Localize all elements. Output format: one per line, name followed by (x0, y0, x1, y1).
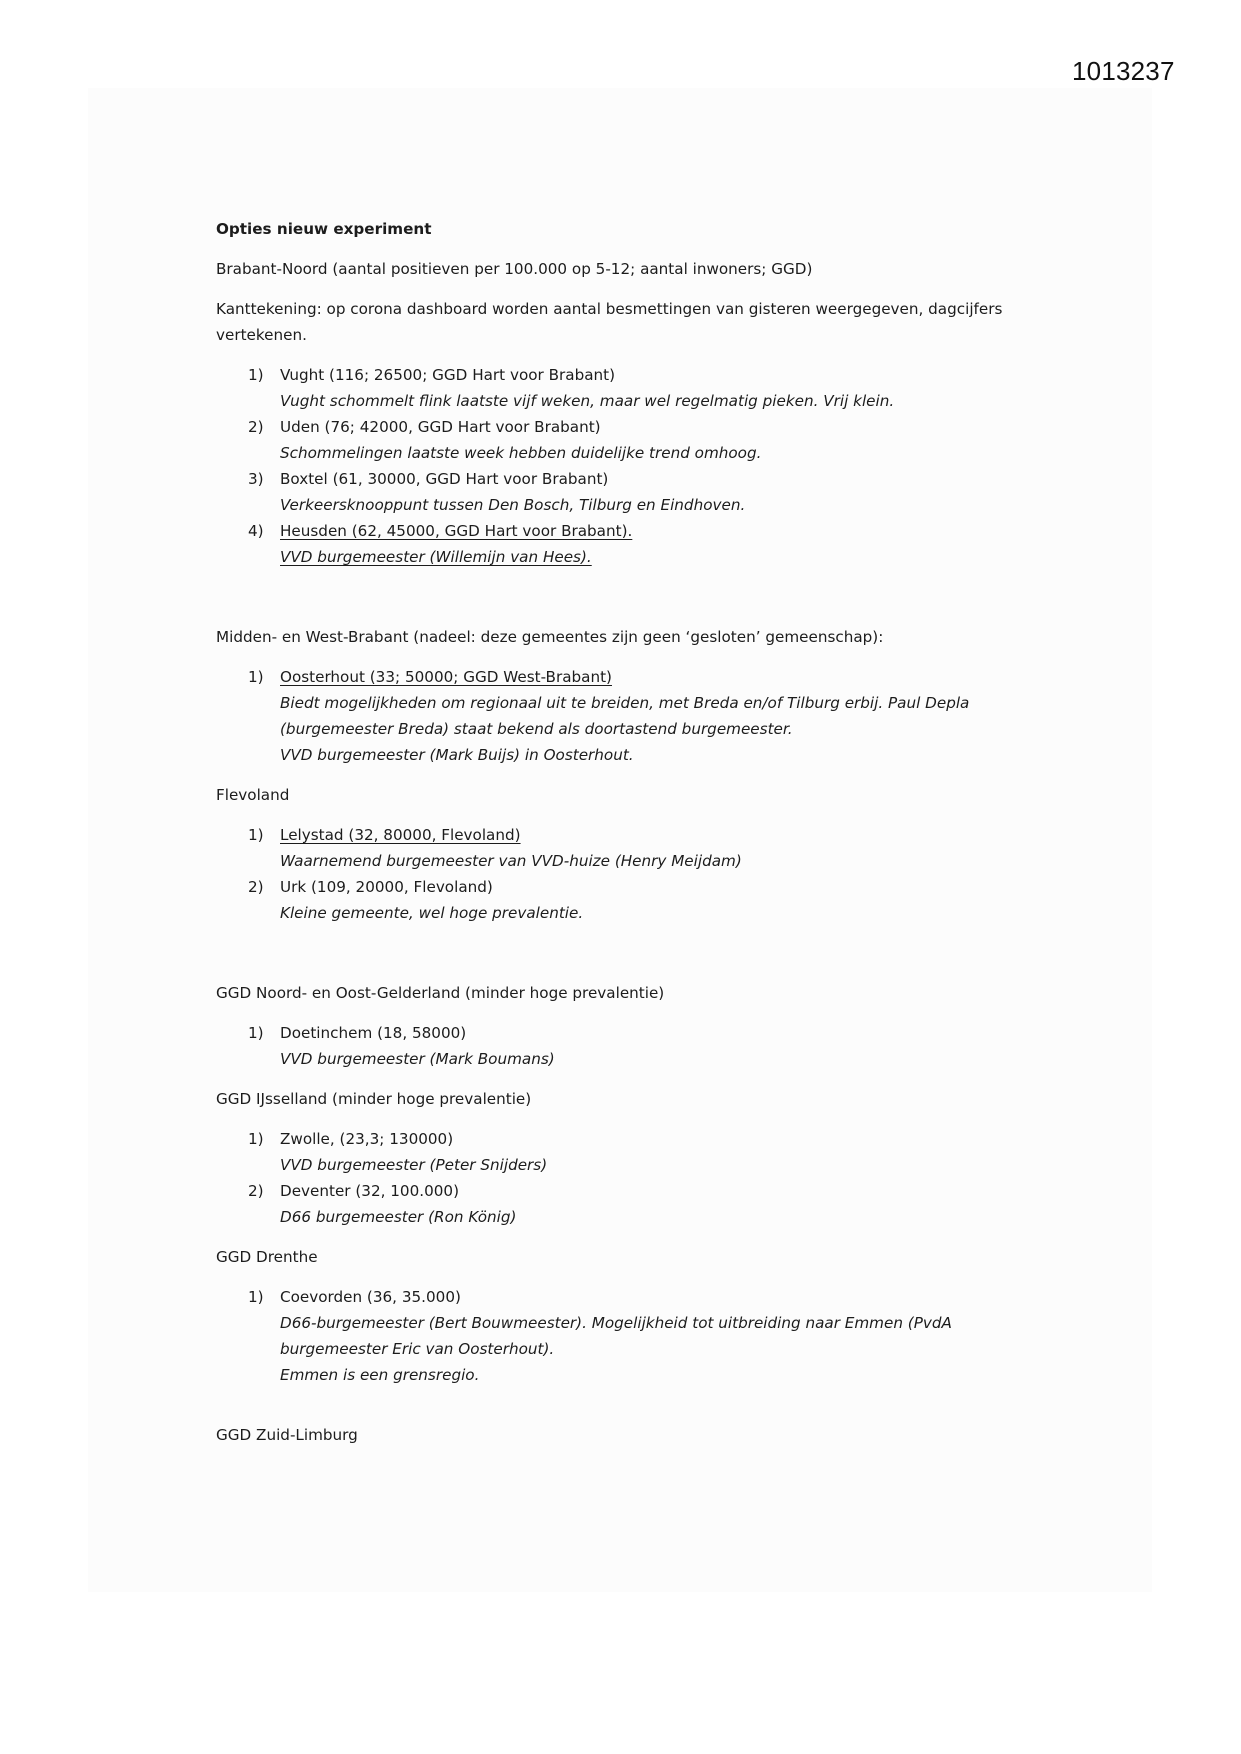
section-heading-flevoland: Flevoland (216, 786, 290, 804)
list-number: 1) (248, 1130, 264, 1148)
document-id: 1013237 (1072, 56, 1175, 86)
list-item (216, 1020, 1036, 1072)
item-title: Zwolle, (23,3; 130000) (280, 1130, 454, 1148)
document-title: Opties nieuw experiment (216, 220, 432, 238)
item-note: Schommelingen laatste week hebben duidelijke trend omhoog. (280, 444, 762, 462)
list-item (216, 362, 1036, 414)
option-list-flevoland (216, 822, 1036, 926)
item-title: Uden (76; 42000, GGD Hart voor Brabant) (280, 418, 601, 436)
item-title: Heusden (62, 45000, GGD Hart voor Brabant). (280, 522, 633, 540)
section-heading-drenthe: GGD Drenthe (216, 1248, 318, 1266)
list-number: 1) (248, 1024, 264, 1042)
list-number: 4) (248, 522, 264, 540)
list-item (216, 874, 1036, 926)
list-number: 1) (248, 668, 264, 686)
list-number: 1) (248, 826, 264, 844)
caveat-paragraph: Kanttekening: op corona dashboard worden aantal besmettingen van gisteren weergegeven, dagcijfers vertekenen. (216, 300, 1003, 344)
list-number: 2) (248, 878, 264, 896)
item-note: D66 burgemeester (Ron König) (280, 1208, 517, 1226)
section-heading-ijsselland: GGD IJsselland (minder hoge prevalentie) (216, 1090, 532, 1108)
option-list-ijsselland (216, 1126, 1036, 1230)
item-title: Coevorden (36, 35.000) (280, 1288, 461, 1306)
list-item (216, 664, 1036, 768)
document-body (216, 216, 1036, 1462)
item-title: Vught (116; 26500; GGD Hart voor Brabant) (280, 366, 616, 384)
item-title: Deventer (32, 100.000) (280, 1182, 460, 1200)
item-note: VVD burgemeester (Peter Snijders) (280, 1156, 548, 1174)
item-note: Biedt mogelijkheden om regionaal uit te breiden, met Breda en/of Tilburg erbij. Paul Depla (burgemeester Breda) staat bekend als doortastend burgemeester. (280, 694, 970, 738)
item-note: Kleine gemeente, wel hoge prevalentie. (280, 904, 584, 922)
intro-paragraph: Brabant-Noord (aantal positieven per 100.000 op 5-12; aantal inwoners; GGD) (216, 260, 813, 278)
item-note: VVD burgemeester (Willemijn van Hees). (280, 548, 592, 566)
list-number: 2) (248, 1182, 264, 1200)
list-number: 2) (248, 418, 264, 436)
item-note: Verkeersknooppunt tussen Den Bosch, Tilburg en Eindhoven. (280, 496, 746, 514)
option-list-midden-west-brabant (216, 664, 1036, 768)
option-list-drenthe (216, 1284, 1036, 1388)
option-list-noord-oost-gelderland (216, 1020, 1036, 1072)
item-title: Doetinchem (18, 58000) (280, 1024, 467, 1042)
list-item (216, 466, 1036, 518)
list-number: 1) (248, 366, 264, 384)
item-note: VVD burgemeester (Mark Buijs) in Oosterhout. (280, 746, 634, 764)
item-note: D66-burgemeester (Bert Bouwmeester). Mogelijkheid tot uitbreiding naar Emmen (PvdA burgemeester Eric van Oosterhout). (280, 1314, 952, 1358)
list-item (216, 518, 1036, 570)
item-title: Boxtel (61, 30000, GGD Hart voor Brabant) (280, 470, 609, 488)
list-number: 3) (248, 470, 264, 488)
item-note: Vught schommelt flink laatste vijf weken, maar wel regelmatig pieken. Vrij klein. (280, 392, 895, 410)
section-heading-midden-west-brabant: Midden- en West-Brabant (nadeel: deze gemeentes zijn geen ‘gesloten’ gemeenschap): (216, 628, 884, 646)
item-note: Emmen is een grensregio. (280, 1366, 480, 1384)
item-note: VVD burgemeester (Mark Boumans) (280, 1050, 555, 1068)
list-item (216, 1178, 1036, 1230)
list-item (216, 1126, 1036, 1178)
list-item (216, 414, 1036, 466)
list-number: 1) (248, 1288, 264, 1306)
section-heading-noord-oost-gelderland: GGD Noord- en Oost-Gelderland (minder hoge prevalentie) (216, 984, 665, 1002)
item-title: Oosterhout (33; 50000; GGD West-Brabant) (280, 668, 612, 686)
list-item (216, 822, 1036, 874)
item-title: Urk (109, 20000, Flevoland) (280, 878, 493, 896)
list-item (216, 1284, 1036, 1388)
section-heading-zuid-limburg: GGD Zuid-Limburg (216, 1426, 358, 1444)
item-title: Lelystad (32, 80000, Flevoland) (280, 826, 521, 844)
option-list-brabant-noord (216, 362, 1036, 570)
item-note: Waarnemend burgemeester van VVD-huize (Henry Meijdam) (280, 852, 742, 870)
